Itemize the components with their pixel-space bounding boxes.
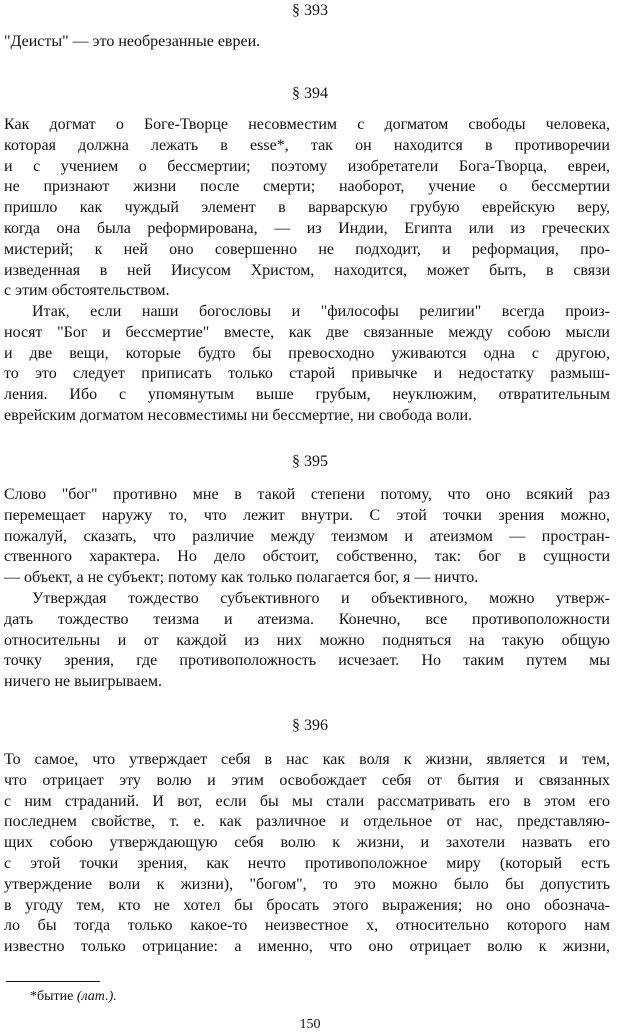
page-number: 150 [299, 1017, 321, 1032]
footnote-note: (лат.). [76, 989, 117, 1004]
text-line: То самое, что утверждает себя в нас как воля к жизни, является и тем, [4, 751, 610, 768]
paragraph-393-1 [4, 32, 610, 53]
text-line: носят "Бог и бессмертие" вместе, как две связанные между собою мысли [4, 323, 610, 341]
paragraph-395-1 [4, 485, 610, 589]
text-line: изведенная в ней Иисусом Христом, находится, может быть, в связи [4, 261, 610, 279]
text-line: утверждение воли к жизни), "богом", то это можно было бы допустить [4, 875, 610, 893]
text-line: щих собою утверждающую себя волю к жизни, и захотели назвать его [4, 834, 610, 852]
text-line: ственного характера. Но дело обстоит, собственно, так: бог в сущности [4, 548, 610, 566]
text-line: не признают жизни после смерти; наоборот, учение о бессмертии [4, 178, 610, 196]
text-line: пришло как чуждый элемент в варварскую грубую еврейскую веру, [4, 199, 610, 217]
paragraph-394-1 [4, 115, 610, 302]
text-line: ло бы тогда только какое-то неизвестное x, относительно которого нам [4, 917, 610, 935]
text-line: когда она была реформирована, — из Индии, Египта или из греческих [4, 219, 610, 237]
section-heading-395: § 395 [292, 453, 328, 470]
text-line: мистерий; к ней оно совершенно не подходит, и реформация, про- [4, 240, 610, 258]
paragraph-395-2 [4, 589, 610, 693]
text-line: в угоду тем, кто не хотел бы бросать этого выражения; но оно обознача- [4, 896, 610, 914]
text-line: с этой точки зрения, как нечто противоположное миру (который есть [4, 854, 610, 872]
text-line: то это следует приписать только старой привычке и недостатку размыш- [4, 365, 610, 383]
text-line: пожалуй, сказать, что различие между теизмом и атеизмом — простран- [4, 527, 610, 545]
paragraph-394-2 [4, 302, 610, 427]
text-line: относительны и от каждой из них можно подняться на такую общую [4, 631, 610, 649]
paragraph-396-1 [4, 750, 610, 958]
footnote [30, 988, 117, 1006]
text-line: ления. Ибо с упомянутым выше грубым, неуклюжим, отвратительным [4, 386, 610, 404]
text-line: с этим обстоятельством. [4, 282, 170, 300]
text-line: "Деисты" — это необрезанные евреи. [4, 33, 261, 50]
text-line: последнем свойстве, т. е. как различное и отдельное от нас, представляю- [4, 813, 610, 831]
text-line: перемещает наружу то, что лежит внутри. С этой точки зрения можно, [4, 506, 610, 524]
text-line: и две вещи, которые будто бы превосходно уживаются одна с другою, [4, 344, 610, 362]
footnote-divider [6, 981, 100, 982]
footnote-marker: * [30, 989, 37, 1004]
text-line: Итак, если наши богословы и "философы религии" всегда произ- [32, 303, 610, 320]
section-heading-393: § 393 [292, 2, 328, 19]
text-line: ничего не выигрываем. [4, 673, 162, 691]
text-line: точку зрения, где противоположность исчезает. Но таким путем мы [4, 652, 610, 670]
text-line: что отрицает эту волю и этим освобождает себя от бытия и связанных [4, 771, 610, 789]
text-line: известно только отрицание: а именно, что оно отрицает волю к жизни, [4, 938, 610, 956]
text-line: которая должна лежать в esse*, так он находится в противоречии [4, 136, 610, 154]
section-heading-394: § 394 [292, 85, 328, 102]
text-line: и с учением о бессмертии; поэтому изобретатели Бога-Творца, евреи, [4, 157, 610, 175]
text-line: — объект, а не субъект; потому как только полагается бог, я — ничто. [4, 569, 479, 587]
text-line: еврейским догматом несовместимы ни бессмертие, ни свобода воли. [4, 406, 473, 424]
text-line: Слово "бог" противно мне в такой степени потому, что оно всякий раз [4, 486, 610, 503]
footnote-word: бытие [37, 989, 74, 1004]
text-line: дать тождество теизма и атеизма. Конечно, все противоположности [4, 610, 610, 628]
section-heading-396: § 396 [292, 717, 328, 734]
text-line: с ним страданий. И вот, если бы мы стали рассматривать его в этом его [4, 792, 610, 810]
text-line: Утверждая тождество субъективного и объективного, можно утверж- [32, 590, 610, 607]
text-line: Как догмат о Боге-Творце несовместим с догматом свободы человека, [4, 116, 610, 133]
